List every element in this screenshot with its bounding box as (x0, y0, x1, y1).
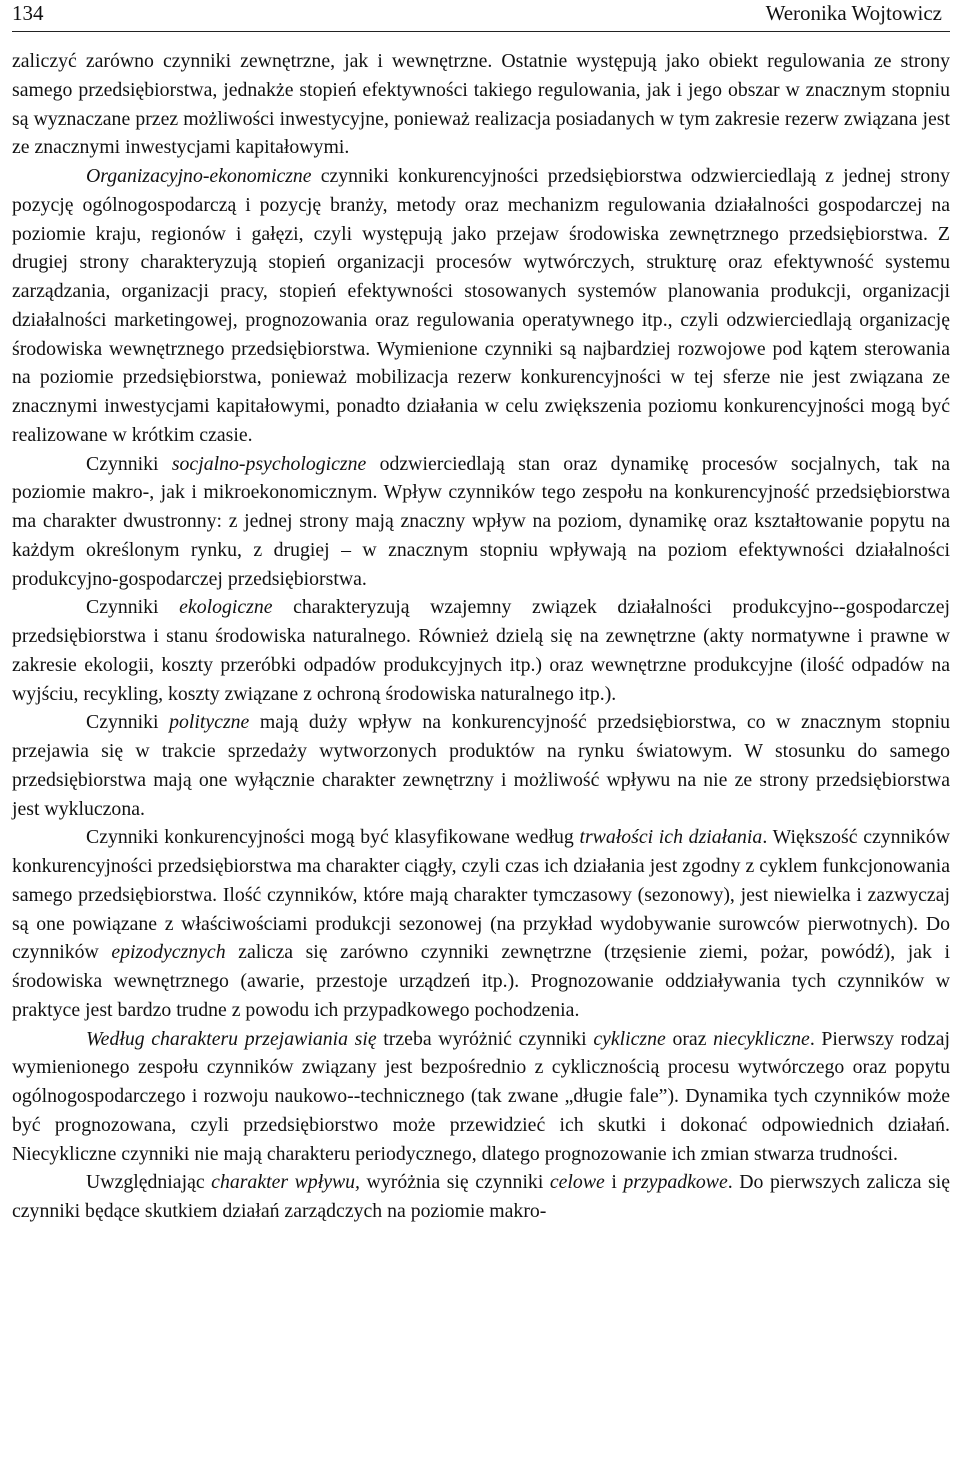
text-run: wyróżnia się czynniki (360, 1171, 550, 1194)
page-number: 134 (12, 1, 44, 25)
italic-term: cykliczne (593, 1027, 666, 1050)
italic-term: polityczne (169, 711, 250, 734)
text-run: i (604, 1171, 624, 1194)
italic-term: celowe (549, 1171, 605, 1194)
paragraph (12, 450, 950, 594)
paragraph (12, 708, 950, 823)
italic-term: charakter wpływu, (211, 1171, 361, 1194)
text-run: Uwzględniając (86, 1171, 212, 1194)
italic-term: trwałości ich działania (579, 826, 763, 849)
italic-term: socjalno-psychologiczne (171, 452, 367, 475)
text-run: charakteryzują wzajemny związek działalności produkcyjno--gospodarczej przedsiębiorstwa i stanu środowiska naturalnego. Również dzielą się na zewnętrzne (akty normatywne i prawne w zakresie ekologii, koszty przeróbki odpadów produkcyjnych itp.) oraz wewnętrzne produkcyjne (ilość odpadów na wyjściu, recykling, koszty związane z ochroną środowiska naturalnego itp.). (12, 596, 950, 705)
text-run: . Większość czynników konkurencyjności przedsiębiorstwa ma charakter ciągły, czyli czas ich działania jest zgodny z cyklem funkcjonowania samego przedsiębiorstwa. Ilość czynników, które mają charakter tymczasowy (sezonowy), jest niewielka i zazwyczaj są one powiązane z właściwościami produkcji sezonowej (na przykład wydobywanie surowców pierwotnych). Do czynników (12, 826, 951, 964)
italic-term: przypadkowe (623, 1171, 728, 1194)
text-run: . Pierwszy rodzaj wymienionego zespołu czynników związany jest bezpośrednio z cyklicznością procesu wytwórczego oraz popytu ogólnogospodarczego i rozwoju naukowo--technicznego (tak zwane „długie fale”). Dynamika tych czynników może być prognozowana, czyli przedsiębiorstwo może przewidzieć ich skutki i dokonać odpowiednich działań. Niecykliczne czynniki nie mają charakteru periodycznego, dlatego prognozowanie ich zmian stwarza trudności. (12, 1027, 951, 1165)
paragraph (12, 162, 950, 450)
body-text (12, 47, 950, 1226)
page-header (12, 0, 950, 34)
paragraph (12, 47, 950, 162)
paragraph (12, 593, 950, 708)
paragraph (12, 823, 950, 1024)
header-rule (12, 31, 950, 32)
text-run: . Do pierwszych zalicza się czynniki będące skutkiem działań zarządczych na poziomie makro- (12, 1171, 950, 1222)
italic-term: niecykliczne (713, 1027, 810, 1050)
text-run: trzeba wyróżnić czynniki (376, 1027, 594, 1050)
running-head-author: Weronika Wojtowicz (765, 1, 942, 25)
text-run: Czynniki (86, 596, 180, 619)
paragraph (12, 1168, 950, 1226)
text-run: zalicza się zarówno czynniki zewnętrzne (trzęsienie ziemi, pożar, powódź), jak i środowiska wewnętrznego (awarie, przestoje urządzeń itp.). Prognozowanie oddziaływania tych czynników w praktyce jest bardzo trudne z powodu ich przypadkowego pochodzenia. (12, 941, 950, 1021)
text-run: Czynniki (86, 452, 172, 475)
text-run: czynniki konkurencyjności przedsiębiorstwa odzwierciedlają z jednej strony pozycję ogólnogospodarczą i pozycję branży, metody oraz mechanizm regulowania działalności gospodarczej na poziomie kraju, regionów i gałęzi, czyli występują jako przejaw środowiska zewnętrznego przedsiębiorstwa. Z drugiej strony charakteryzują stopień organizacji procesów wytwórczych, strukturę oraz efektywność systemu zarządzania, organizacji pracy, stopień efektywności stosowanych systemów planowania produkcji, organizacji działalności marketingowej, prognozowania oraz regulowania operatywnego itp., czyli odzwierciedlają organizację środowiska wewnętrznego przedsiębiorstwa. Wymienione czynniki są najbardziej rozwojowe pod kątem sterowania na poziomie przedsiębiorstwa, ponieważ mobilizacja rezerw konkurencyjności w tej sferze nie jest związana ze znacznymi inwestycjami kapitałowymi, ponadto działania w celu zwiększenia poziomu konkurencyjności mogą być realizowane w krótkim czasie. (12, 165, 950, 446)
italic-term: epizodycznych (111, 941, 226, 964)
text-run: oraz (665, 1027, 714, 1050)
text-run: odzwierciedlają stan oraz dynamikę procesów socjalnych, tak na poziomie makro-, jak i mikroekonomicznym. Wpływ czynników tego zespołu na konkurencyjność przedsiębiorstwa ma charakter dwustronny: z jednej strony mają znaczny wpływ na poziom, dynamikę oraz kształtowanie popytu na każdym określonym rynku, z drugiej – w znacznym stopniu wpływają na poziom efektywności działalności produkcyjno-gospodarczej przedsiębiorstwa. (12, 452, 950, 590)
text-run: Czynniki (86, 711, 170, 734)
italic-term: ekologiczne (179, 596, 273, 619)
italic-term: Według charakteru przejawiania się (86, 1027, 377, 1050)
italic-term: Organizacyjno-ekonomiczne (86, 165, 312, 187)
text-run: zaliczyć zarówno czynniki zewnętrzne, jak i wewnętrzne. Ostatnie występują jako obiekt regulowania ze strony samego przedsiębiorstwa, jednakże stopień efektywności takiego regulowania, jak i jego obszar w znacznym stopniu są wyznaczane przez możliwości inwestycyjne, ponieważ realizacja posiadanych w tym zakresie rezerw związana jest ze znacznymi inwestycjami kapitałowymi. (12, 50, 950, 159)
paragraph (12, 1025, 950, 1169)
text-run: Czynniki konkurencyjności mogą być klasyfikowane według (86, 826, 580, 849)
text-run: mają duży wpływ na konkurencyjność przedsiębiorstwa, co w znacznym stopniu przejawia się w trakcie sprzedaży wytworzonych produktów na rynku światowym. W stosunku do samego przedsiębiorstwa mają one wyłącznie charakter zewnętrzny i możliwość wpływu na nie ze strony przedsiębiorstwa jest wykluczona. (12, 711, 950, 820)
